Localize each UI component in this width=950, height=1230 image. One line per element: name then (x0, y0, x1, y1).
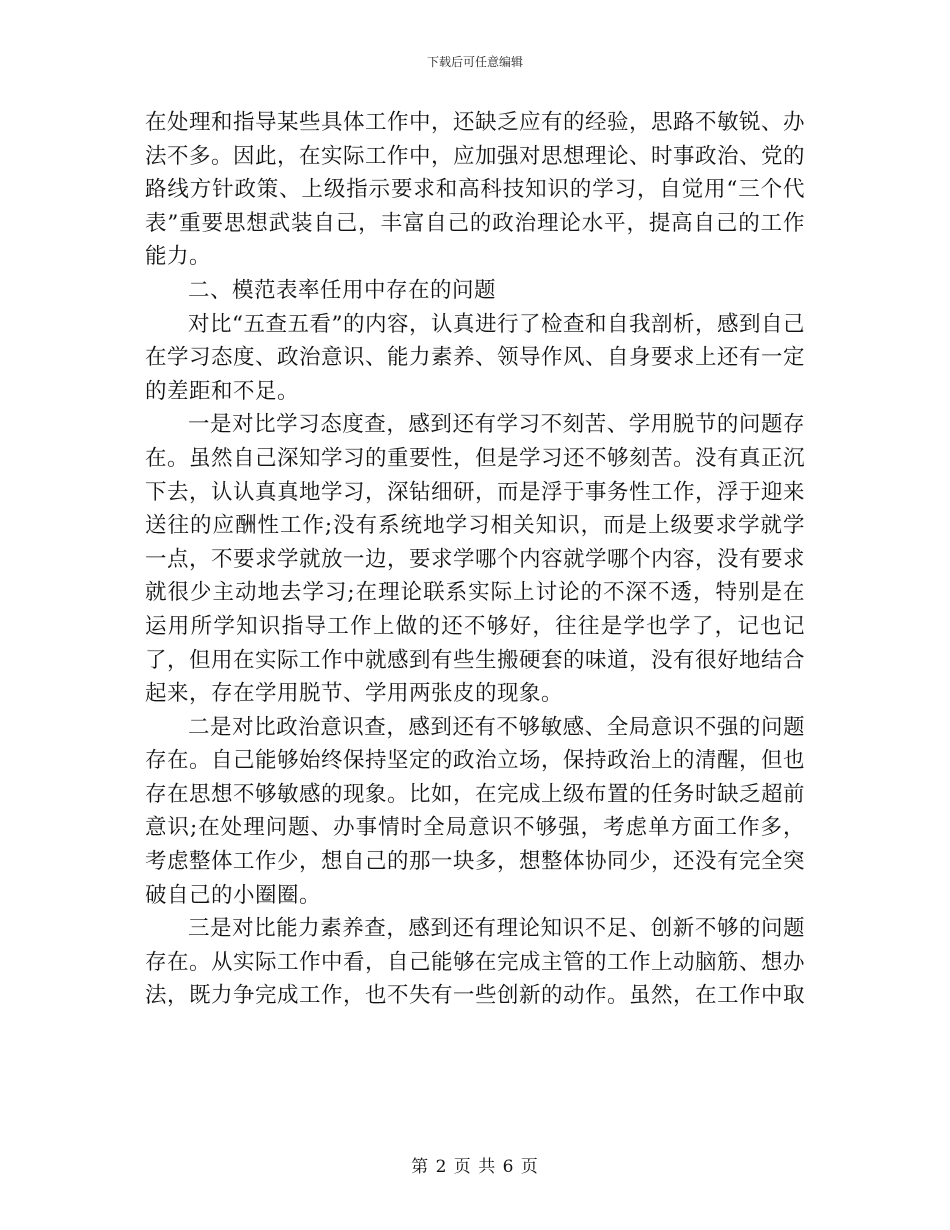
paragraph-study-attitude: 一是对比学习态度查，感到还有学习不刻苦、学用脱节的问题存在。虽然自己深知学习的重要性，但是学习还不够刻苦。没有真正沉下去，认认真真地学习，深钻细研，而是浮于事务性工作，浮于迎来送往的应酬性工作;没有系统地学习相关知识，而是上级要求学就学一点，不要求学就放一边，要求学哪个内容就学哪个内容，没有要求就很少主动地去学习;在理论联系实际上讨论的不深不透，特别是在运用所学知识指导工作上做的还不够好，往往是学也学了，记也记了，但用在实际工作中就感到有些生搬硬套的味道，没有很好地结合起来，存在学用脱节、学用两张皮的现象。 (145, 412, 806, 707)
paragraph-continuation: 在处理和指导某些具体工作中，还缺乏应有的经验，思路不敏锐、办法不多。因此，在实际工作中，应加强对思想理论、时事政治、党的路线方针政策、上级指示要求和高科技知识的学习，自觉用“三个代表”重要思想武装自己，丰富自己的政治理论水平，提高自己的工作能力。 (145, 110, 806, 270)
document-body (145, 106, 805, 1013)
page-header: 下载后可任意编辑 (426, 55, 523, 69)
section-heading: 二、模范表率任用中存在的问题 (188, 277, 497, 303)
paragraph-political-awareness: 二是对比政治意识查，感到还有不够敏感、全局意识不强的问题存在。自己能够始终保持坚定的政治立场，保持政治上的清醒，但也存在思想不够敏感的现象。比如，在完成上级布置的任务时缺乏超前意识;在处理问题、办事情时全局意识不够强，考虑单方面工作多，考虑整体工作少，想自己的那一块多，想整体协同少，还没有完全突破自己的小圈圈。 (145, 714, 806, 908)
page-footer: 第 2 页 共 6 页 (411, 1157, 539, 1177)
paragraph-intro: 对比“五查五看”的内容，认真进行了检查和自我剖析，感到自己在学习态度、政治意识、能力素养、领导作风、自身要求上还有一定的差距和不足。 (145, 311, 806, 404)
paragraph-ability: 三是对比能力素养查，感到还有理论知识不足、创新不够的问题存在。从实际工作中看，自己能够在完成主管的工作上动脑筋、想办法，既力争完成工作，也不失有一些创新的动作。虽然，在工作中取 (145, 916, 806, 1009)
